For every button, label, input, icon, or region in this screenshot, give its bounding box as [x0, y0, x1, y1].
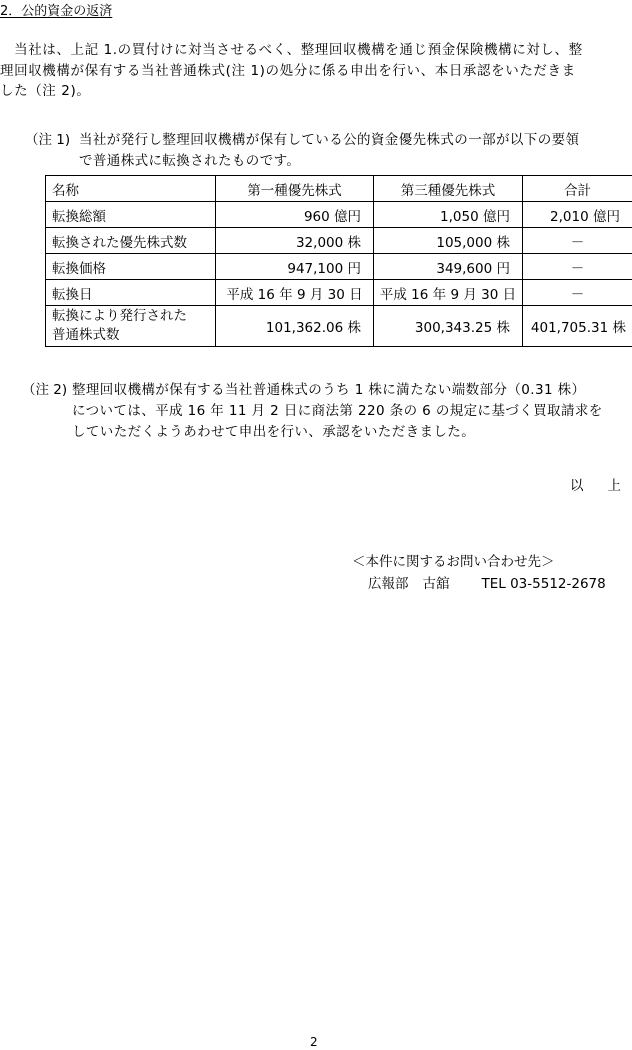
contact-department: 広報部: [368, 576, 409, 592]
note-2-line-1: 整理回収機構が保有する当社普通株式のうち 1 株に満たない端数部分（0.31 株）: [72, 382, 586, 398]
cell-total: 2,010 億円: [523, 202, 632, 228]
table-row: [46, 254, 632, 280]
row-label-line-2: 普通株式数: [52, 327, 120, 343]
cell-third: 105,000 株: [374, 228, 523, 254]
table-header-row: [46, 176, 632, 202]
cell-total: －: [523, 280, 632, 306]
note-2-line-3: していただくようあわせて申出を行い、承認をいただきました。: [72, 424, 476, 440]
table-row: [46, 228, 632, 254]
table-row: [46, 306, 632, 347]
closing-char-1: 以: [570, 478, 586, 494]
row-label: [46, 306, 216, 347]
page-number: 2: [310, 1035, 318, 1049]
table-row: [46, 280, 632, 306]
cell-total: －: [523, 228, 632, 254]
conversion-table: [45, 175, 632, 347]
cell-total: －: [523, 254, 632, 280]
table-row: [46, 202, 632, 228]
cell-first: 947,100 円: [216, 254, 374, 280]
note-1-label: （注 1): [25, 132, 71, 148]
header-name: 名称: [46, 176, 216, 202]
contact-line: [368, 572, 606, 592]
note-2-label: （注 2): [22, 382, 68, 398]
cell-total: 401,705.31 株: [523, 306, 632, 347]
note-2-line-2: については、平成 16 年 11 月 2 日に商法第 220 条の 6 の規定に基づく買取請求を: [72, 403, 603, 419]
intro-line-1: 当社は、上記 1.の買付けに対当させるべく、整理回収機構を通じ預金保険機構に対し、整: [0, 42, 583, 58]
cell-first: 960 億円: [216, 202, 374, 228]
cell-third: 平成 16 年 9 月 30 日: [374, 280, 523, 306]
contact-person: 古舘: [422, 576, 450, 592]
contact-phone: TEL 03-5512-2678: [481, 576, 606, 592]
cell-third: 349,600 円: [374, 254, 523, 280]
cell-first: 平成 16 年 9 月 30 日: [216, 280, 374, 306]
cell-first: 101,362.06 株: [216, 306, 374, 347]
row-label: 転換日: [46, 280, 216, 306]
header-third-preferred: 第三種優先株式: [374, 176, 523, 202]
closing-mark: [570, 474, 623, 494]
note-1-line-1: 当社が発行し整理回収機構が保有している公的資金優先株式の一部が以下の要領: [79, 132, 580, 148]
closing-char-2: 上: [607, 478, 623, 494]
contact-title: ＜本件に関するお問い合わせ先＞: [352, 554, 555, 570]
header-total: 合計: [523, 176, 632, 202]
row-label: 転換された優先株式数: [46, 228, 216, 254]
row-label: 転換総額: [46, 202, 216, 228]
cell-third: 1,050 億円: [374, 202, 523, 228]
note-1-line-2: で普通株式に転換されたものです。: [79, 153, 301, 169]
row-label-line-1: 転換により発行された: [52, 308, 187, 324]
cell-third: 300,343.25 株: [374, 306, 523, 347]
header-first-preferred: 第一種優先株式: [216, 176, 374, 202]
intro-line-2: 理回収機構が保有する当社普通株式(注 1)の処分に係る申出を行い、本日承認をいただきま: [0, 63, 576, 79]
row-label: 転換価格: [46, 254, 216, 280]
section-heading: 2．公的資金の返済: [0, 4, 113, 19]
intro-line-3: した（注 2)。: [0, 83, 91, 99]
cell-first: 32,000 株: [216, 228, 374, 254]
